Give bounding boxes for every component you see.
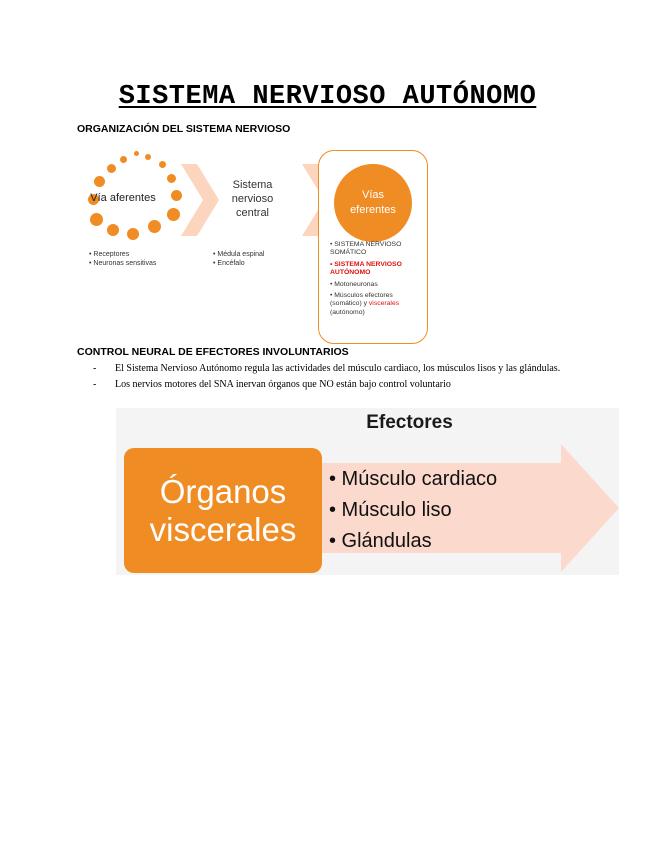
effector-item: • Músculo liso [329,499,452,521]
section-heading-organizacion: ORGANIZACIÓN DEL SISTEMA NERVIOSO [77,123,291,135]
afferent-item: • Neuronas sensitivas [89,260,157,267]
central-item: • Médula espinal [213,251,265,258]
section-heading-control: CONTROL NEURAL DE EFECTORES INVOLUNTARIOS [77,346,349,358]
effectors-diagram [116,408,619,575]
list-item: - El Sistema Nervioso Autónomo regula las actividades del músculo cardiaco, los músculos lisos y las glándulas. [93,363,561,374]
efferent-list [330,241,425,320]
efferent-item: • Motoneuronas [330,280,378,288]
effector-item: • Músculo cardiaco [329,468,498,490]
effector-item: • Glándulas [329,530,432,552]
central-label: Sistema nervioso central [231,179,274,219]
control-list [93,362,593,394]
effectors-title: Efectores [366,412,453,433]
organos-viscerales-box: Órganos viscerales [124,448,322,573]
central-item: • Encéfalo [213,260,245,267]
list-item: - Los nervios motores del SNA inervan órganos que NO están bajo control voluntario [93,379,451,390]
afferent-item: • Receptores [89,251,130,258]
page-title: SISTEMA NERVIOSO AUTÓNOMO [118,82,537,112]
effectors-list [329,464,497,557]
organization-diagram [77,138,428,343]
afferent-label: Vía aferentes [90,192,156,204]
central-list [213,250,264,268]
efferent-item-highlight: • SISTEMA NERVIOSO AUTÓNOMO [330,260,402,277]
afferent-list [89,250,156,268]
efferent-item: • SISTEMA NERVIOSO SOMÁTICO [330,241,402,257]
efferent-circle: Vías eferentes [334,164,412,242]
efferent-item: • Músculos efectores (somático) y viscerales (autónomo) [330,292,400,316]
